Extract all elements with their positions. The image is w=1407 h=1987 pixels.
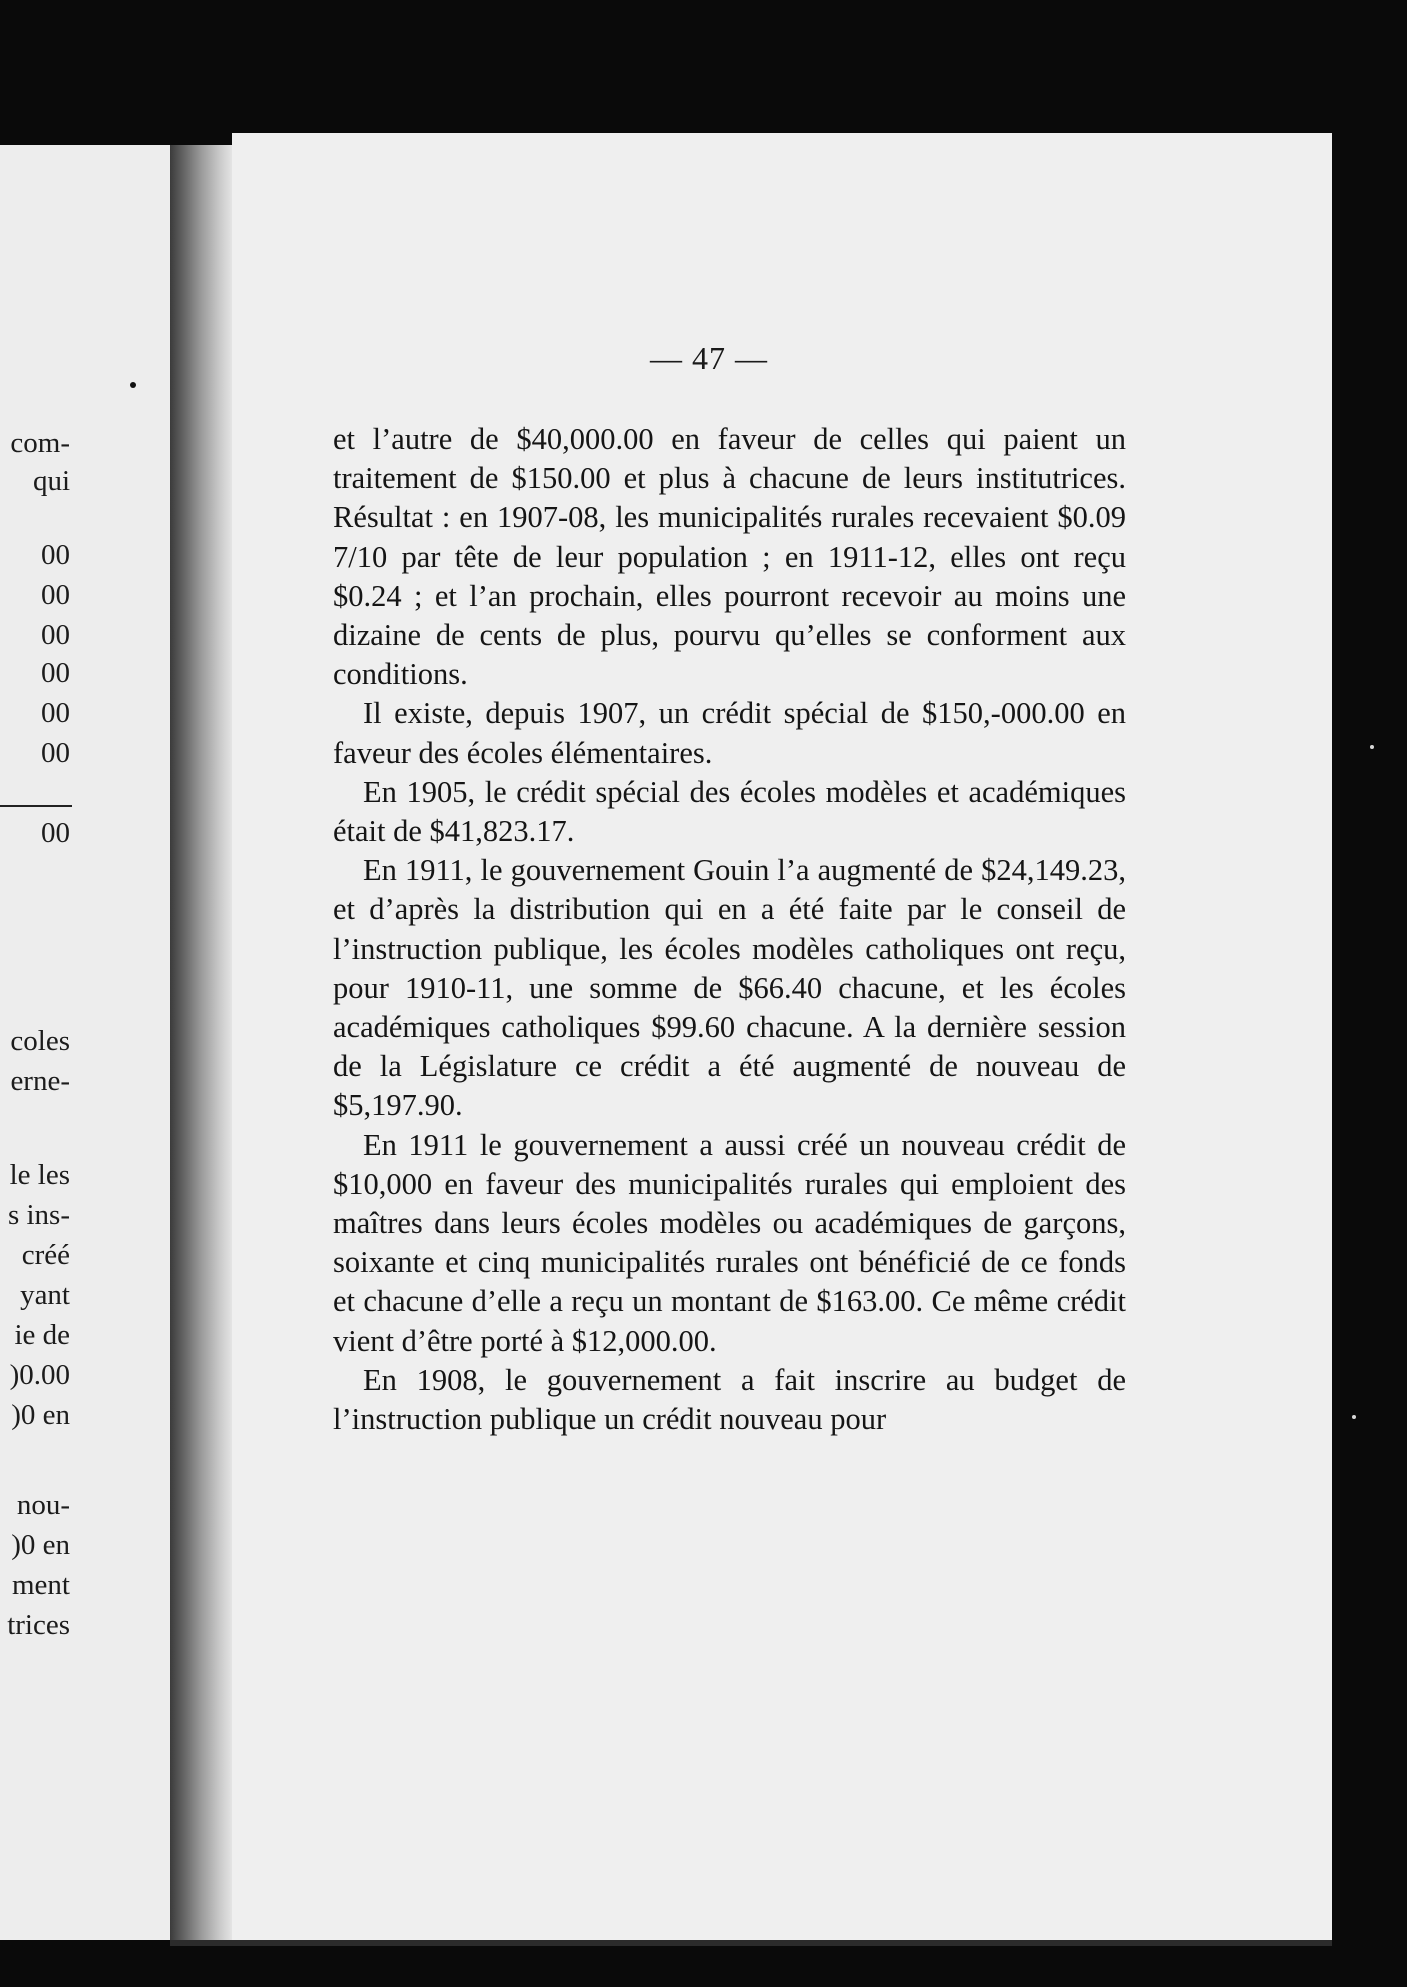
left-page-line: )0.00 — [9, 1359, 70, 1391]
left-page-line: )0 en — [11, 1529, 70, 1561]
paragraph: En 1911, le gouvernement Gouin l’a augmenté de $24,149.23, et d’après la distribution qui en a été faite par le conseil de l’instruction publique, les écoles modèles catholiques ont reçu, pour 1910-11, une somme de $66.40 chacune, et les écoles académiques catholiques $99.60 chacune. A la dernière session de la Législature ce crédit a été augmenté de nouveau de $5,197.90. — [333, 853, 1126, 1123]
left-page-line: ie de — [14, 1319, 70, 1351]
left-page-line: s ins- — [7, 1199, 70, 1231]
paragraph: et l’autre de $40,000.00 en faveur de celles qui paient un traitement de $150.00 et plus à chacune de leurs institutrices. Résultat : en 1907-08, les municipalités rurales recevaient $0.09 7/10 par tête de leur population ; en 1911-12, elles ont reçu $0.24 ; et l’an prochain, elles pourront recevoir au moins une dizaine de cents de plus, pourvu qu’elles se conforment aux conditions. — [333, 422, 1126, 692]
left-page-line: 00 — [41, 619, 70, 651]
left-page-line: créé — [21, 1239, 70, 1271]
left-page-line: trices — [7, 1609, 70, 1641]
scan-speck — [130, 382, 136, 388]
left-page-line: 00 — [41, 737, 70, 769]
scan-speck — [1352, 1415, 1356, 1419]
left-page-line: 00 — [41, 579, 70, 611]
left-page-line: ment — [12, 1569, 70, 1601]
page-number: — 47 — — [650, 340, 768, 376]
left-page-line: 00 — [41, 697, 70, 729]
body-text — [333, 420, 1126, 1439]
paragraph: Il existe, depuis 1907, un crédit spécial de $150,-000.00 en faveur des écoles élémentaires. — [333, 696, 1126, 770]
left-page-line: 00 — [41, 817, 70, 849]
left-page-line: qui — [32, 465, 70, 497]
left-page-line: coles — [10, 1025, 70, 1057]
paragraph: En 1908, le gouvernement a fait inscrire au budget de l’instruction publique un crédit nouveau pour — [333, 1362, 1126, 1437]
left-page-line: yant — [20, 1279, 70, 1311]
left-page-rule — [0, 805, 72, 807]
left-page-line: 00 — [41, 657, 70, 689]
left-page-line: nou- — [16, 1489, 70, 1521]
left-page-line: erne- — [10, 1065, 70, 1097]
left-page-line: )0 en — [11, 1399, 70, 1431]
paragraph: En 1911 le gouvernement a aussi créé un nouveau crédit de $10,000 en faveur des municipalités rurales qui emploient des maîtres dans leurs écoles modèles ou académiques de garçons, soixante et cinq municipalités rurales ont bénéficié de ce fonds et chacune d’elle a reçu un montant de $163.00. Ce même crédit vient d’être porté à $12,000.00. — [333, 1127, 1126, 1358]
scan-speck — [1370, 745, 1374, 749]
left-page-line: le les — [9, 1159, 70, 1191]
left-page — [0, 145, 170, 1940]
book-gutter — [170, 145, 232, 1940]
page-bottom-edge — [170, 1940, 1332, 1946]
left-page-line: com- — [10, 427, 70, 459]
left-page-line: 00 — [41, 539, 70, 571]
paragraph: En 1905, le crédit spécial des écoles modèles et académiques était de $41,823.17. — [333, 774, 1126, 849]
